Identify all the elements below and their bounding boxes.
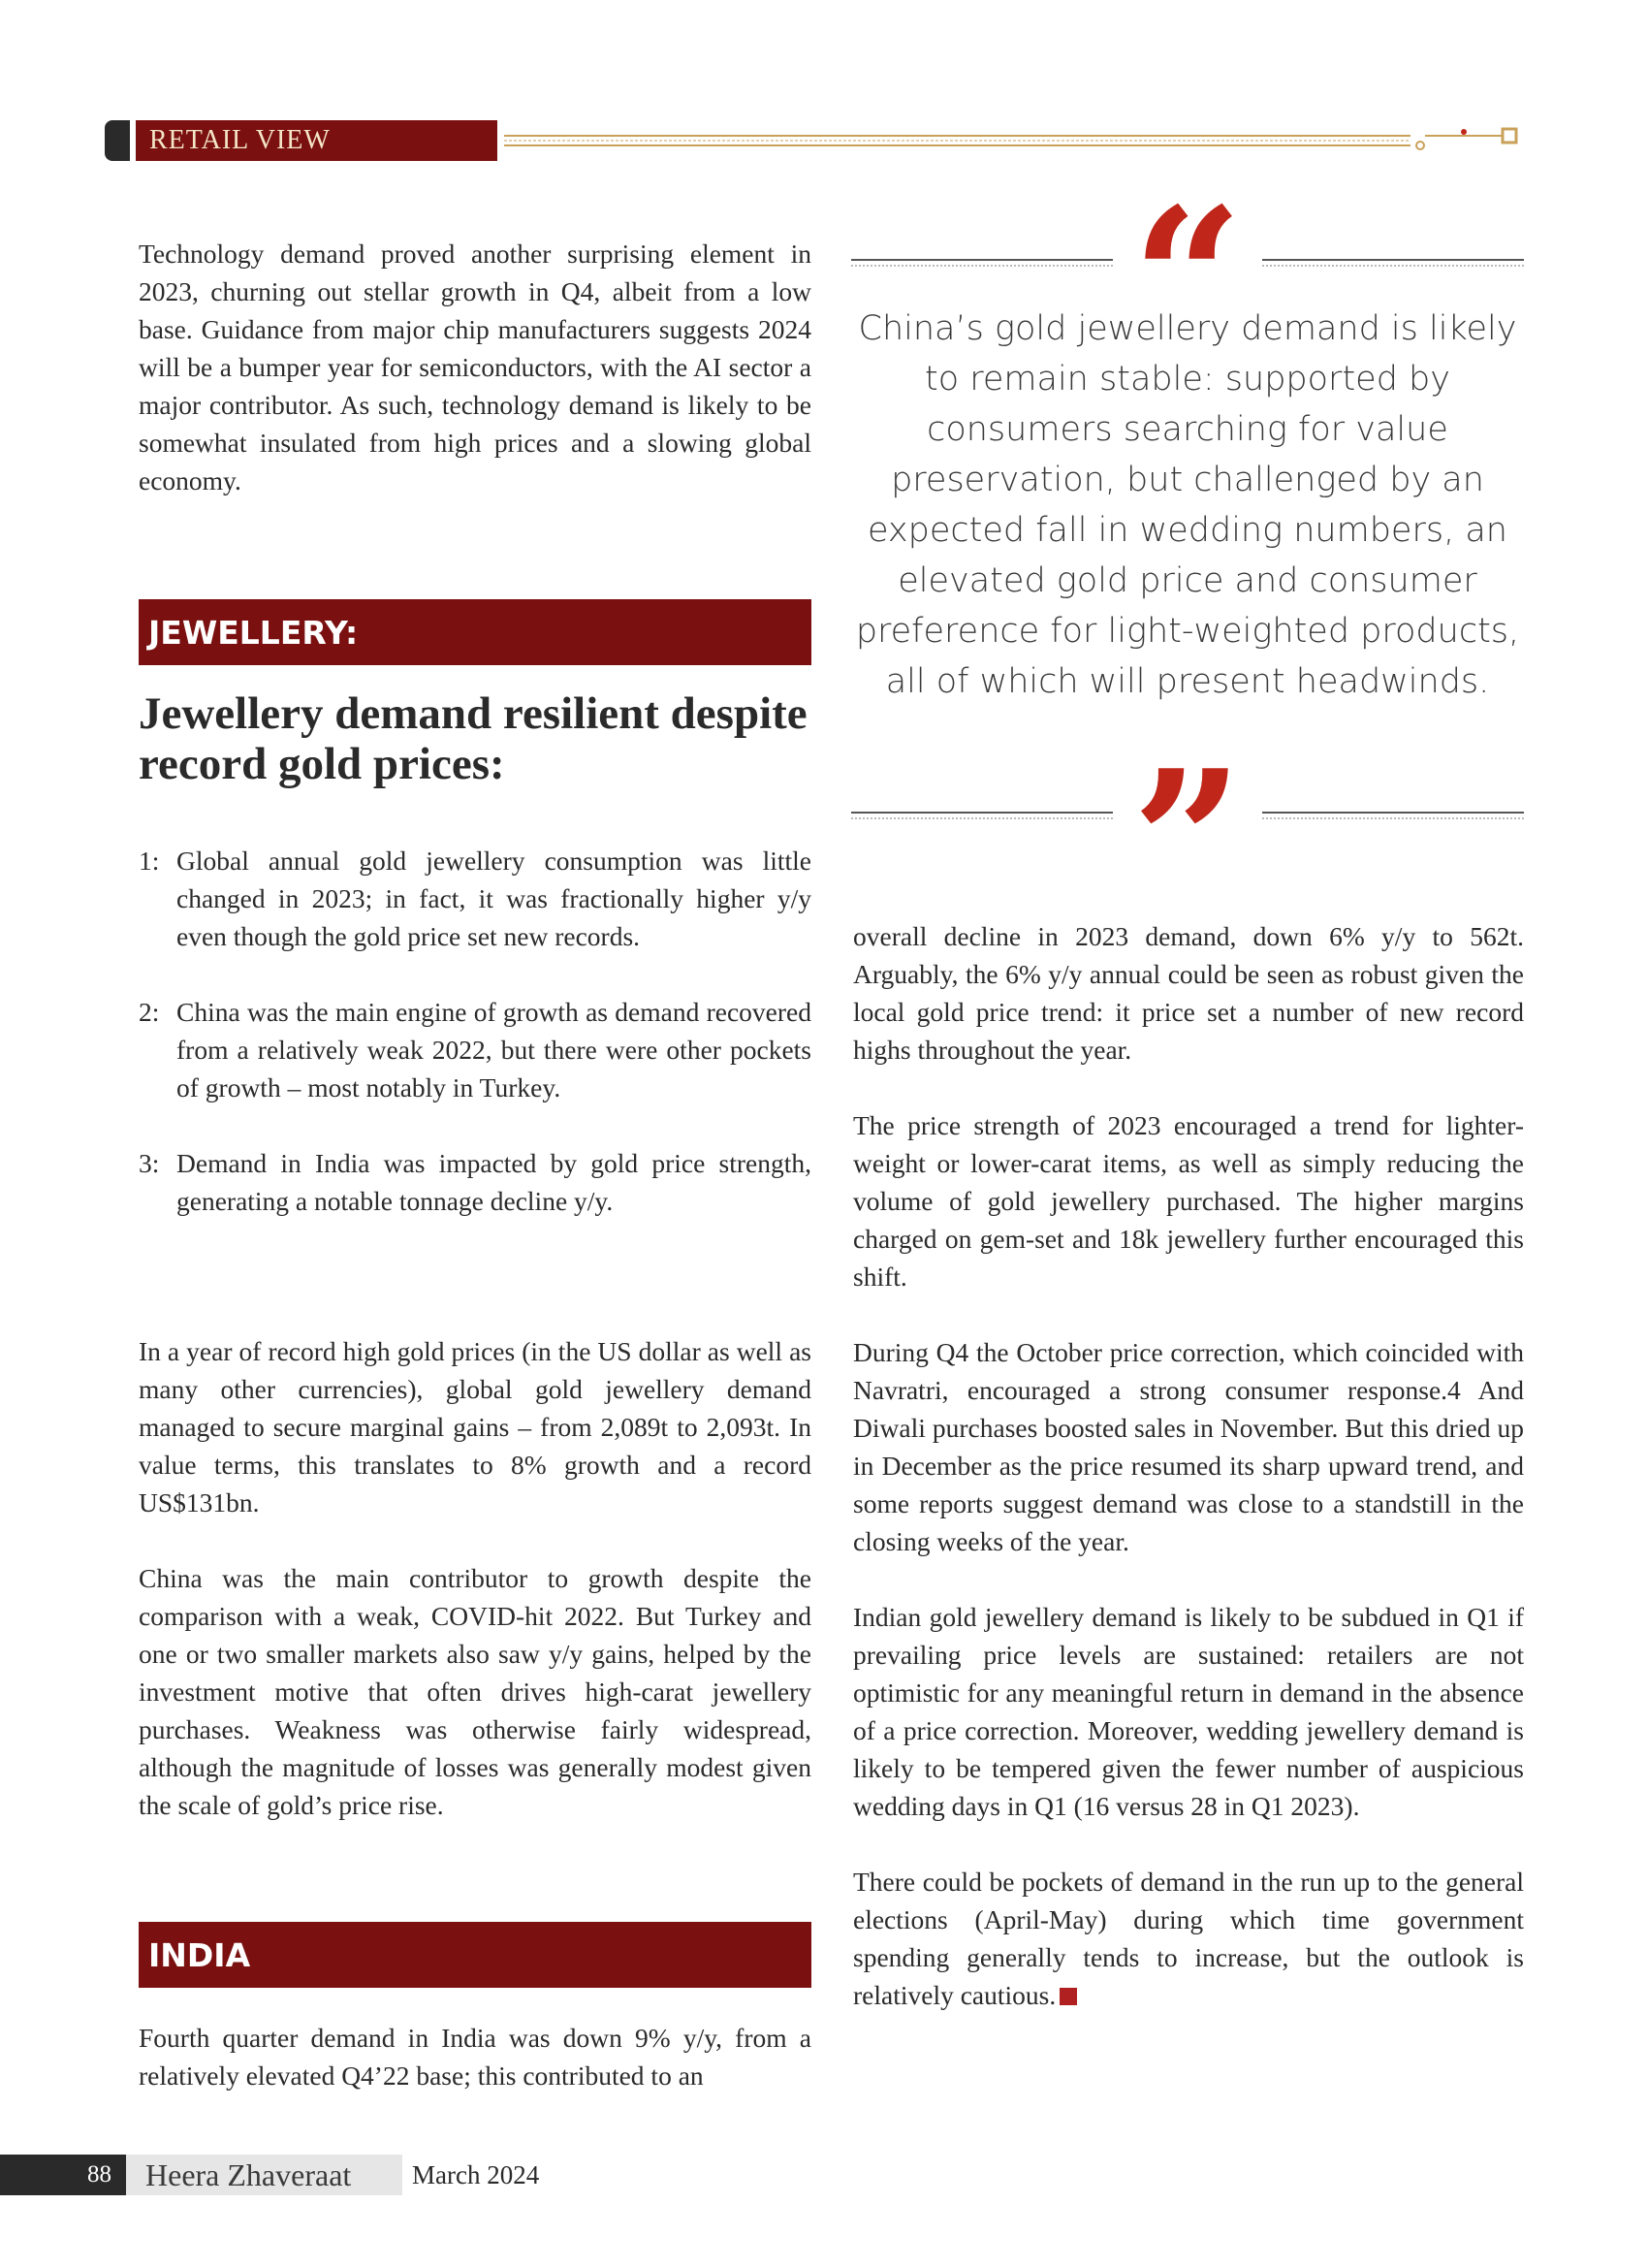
- page-footer: [0, 2155, 582, 2195]
- india-body: [139, 2019, 811, 2132]
- intro-paragraph: [139, 235, 811, 537]
- key-points-list: [139, 842, 811, 1258]
- jewellery-section-heading: JEWELLERY:: [139, 599, 811, 665]
- svg-text:”: ”: [1131, 728, 1244, 956]
- price-strength-paragraph: The price strength of 2023 encouraged a trend for lighter-weight or lower-carat items, as well as simply reducing the volume of gold jewellery purchased. The higher margins charged on gem-set and 18k jewellery further encouraged this shift.: [853, 1110, 1524, 1292]
- left-body: [139, 1332, 811, 1862]
- list-item: [139, 1144, 811, 1220]
- list-number: 1:: [139, 846, 160, 876]
- elections-text: There could be pockets of demand in the run up to the general elections (April-May) during which time government spending generally tends to increase, but the outlook is relatively cautious.: [853, 1867, 1524, 2010]
- publication-name: Heera Zhaveraat: [126, 2155, 402, 2195]
- decline-paragraph: overall decline in 2023 demand, down 6% y/y to 562t. Arguably, the 6% y/y annual could be seen as robust given the local gold price trend: it price set a number of new record highs throughout the year.: [853, 921, 1524, 1065]
- record-prices-paragraph: In a year of record high gold prices (in the US dollar as well as many other currencies), global gold jewellery demand managed to secure marginal gains – from 2,089t to 2,093t. In value terms, this translates to 8% growth and a record US$131bn.: [139, 1336, 811, 1517]
- list-text: China was the main engine of growth as demand recovered from a relatively weak 2022, but there were other pockets of growth – most notably in Turkey.: [176, 997, 811, 1102]
- jewellery-subheading: Jewellery demand resilient despite record gold prices:: [139, 688, 808, 789]
- quote-text: China’s gold jewellery demand is likely to remain stable: supported by consumers searching for value preservation, but challenged by an expected fall in wedding numbers, an elevated gold price and consumer preference for light-weighted products, all of which will present headwinds.: [855, 309, 1520, 701]
- elections-paragraph: [853, 1863, 1524, 2014]
- q1-outlook-paragraph: Indian gold jewellery demand is likely to be subdued in Q1 if prevailing price levels are sustained: retailers are not optimistic for any meaningful return in demand in the absence of a price correction. Moreover, wedding jewellery demand is likely to be tempered given the fewer number of auspicious wedding days in Q1 (16 versus 28 in Q1 2023).: [853, 1602, 1524, 1821]
- list-number: 2:: [139, 997, 160, 1027]
- section-label: RETAIL VIEW: [136, 120, 497, 161]
- china-paragraph: China was the main contributor to growth despite the comparison with a weak, COVID-hit 2022. But Turkey and one or two smaller markets also saw y/y gains, helped by the investment motive that often drives high-carat jewellery purchases. Weakness was otherwise fairly widespread, although the magnitude of losses was generally modest given the scale of gold’s price rise.: [139, 1563, 811, 1820]
- india-section-heading: INDIA: [139, 1922, 811, 1988]
- list-number: 3:: [139, 1148, 160, 1178]
- q4-paragraph: During Q4 the October price correction, which coincided with Navratri, encouraged a strong consumer response.4 And Diwali purchases boosted sales in November. But this dried up in December as the price resumed its sharp upward trend, and some reports suggest demand was close to a standstill in the closing weeks of the year.: [853, 1337, 1524, 1556]
- close-quote-ornament: [851, 728, 1524, 956]
- india-paragraph: Fourth quarter demand in India was down 9% y/y, from a relatively elevated Q4’22 base; this contributed to an: [139, 2023, 811, 2091]
- page-number: 88: [87, 2161, 111, 2188]
- end-of-article-icon: [1060, 1988, 1077, 2005]
- list-item: [139, 993, 811, 1106]
- header-cap: [105, 120, 130, 161]
- open-quote-ornament: [851, 166, 1524, 394]
- right-body: [853, 917, 1524, 2052]
- issue-date: March 2024: [412, 2160, 540, 2189]
- pull-quote: [851, 166, 1524, 956]
- technology-paragraph: Technology demand proved another surprising element in 2023, churning out stellar growth in Q4, albeit from a low base. Guidance from major chip manufacturers suggests 2024 will be a bumper year for semiconductors, with the AI sector a major contributor. As such, technology demand is likely to be somewhat insulated from high prices and a slowing global economy.: [139, 239, 811, 495]
- svg-text:“: “: [1131, 166, 1244, 394]
- list-text: Global annual gold jewellery consumption was little changed in 2023; in fact, it was fractionally higher y/y even though the gold price set new records.: [176, 846, 811, 951]
- list-item: [139, 842, 811, 955]
- list-text: Demand in India was impacted by gold price strength, generating a notable tonnage decline y/y.: [176, 1148, 811, 1216]
- section-header: [105, 120, 497, 161]
- header-ornament-rule: [504, 122, 1522, 159]
